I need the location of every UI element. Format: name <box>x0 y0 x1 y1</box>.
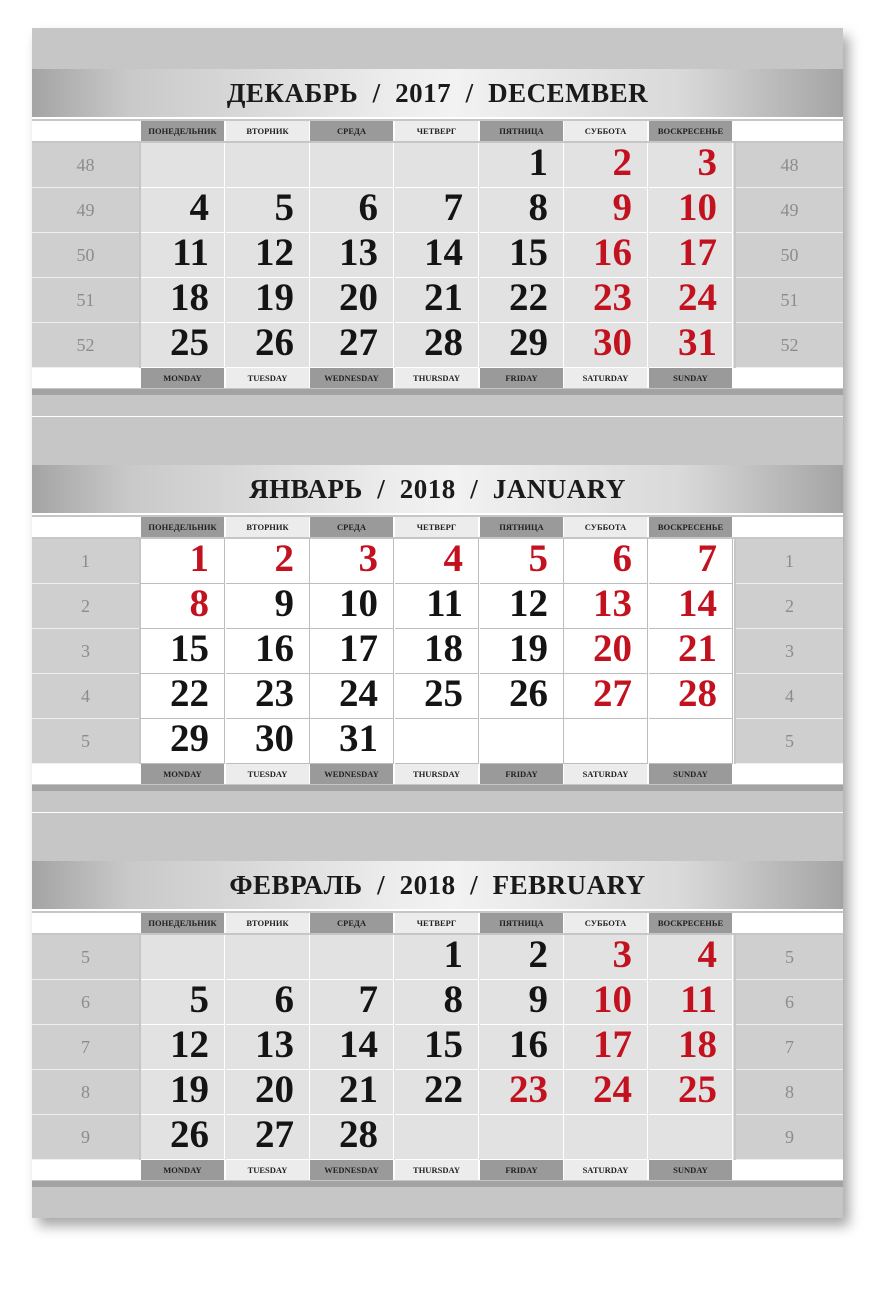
date-cell: 27 <box>564 674 648 719</box>
date-cell: 15 <box>141 629 225 674</box>
weekday-label-en: SATURDAY <box>564 764 647 784</box>
date-cell: 25 <box>395 674 479 719</box>
date-grid <box>32 539 843 764</box>
date-cell: 10 <box>649 188 733 233</box>
date-cell: 17 <box>564 1025 648 1070</box>
date-cell: 20 <box>564 629 648 674</box>
date-cell: 12 <box>480 584 564 629</box>
week-number-right: 6 <box>736 980 843 1025</box>
week-number-left: 4 <box>32 674 139 719</box>
date-cell: 31 <box>310 719 394 764</box>
month-divider-strip <box>32 389 843 395</box>
weekday-label-ru: СУББОТА <box>564 913 647 933</box>
month-divider-strip <box>32 785 843 791</box>
date-cell <box>564 719 648 764</box>
week-number-right: 50 <box>736 233 843 278</box>
date-cell: 5 <box>226 188 310 233</box>
weekday-footer-en <box>32 1160 843 1180</box>
week-number-right: 49 <box>736 188 843 233</box>
weekday-label-ru: ПОНЕДЕЛЬНИК <box>141 913 224 933</box>
weekday-label-ru: СРЕДА <box>310 913 393 933</box>
date-cell: 30 <box>564 323 648 368</box>
date-cell: 29 <box>480 323 564 368</box>
date-cell: 1 <box>480 143 564 188</box>
weekday-label-en: MONDAY <box>141 764 224 784</box>
date-cell: 24 <box>564 1070 648 1115</box>
weekday-label-ru: ПОНЕДЕЛЬНИК <box>141 517 224 537</box>
week-number-left: 1 <box>32 539 139 584</box>
date-cell: 22 <box>141 674 225 719</box>
week-number-right: 52 <box>736 323 843 368</box>
date-cell <box>649 1115 733 1160</box>
date-cell: 9 <box>564 188 648 233</box>
weekday-label-ru: ПЯТНИЦА <box>480 517 563 537</box>
weekday-label-en: THURSDAY <box>395 368 478 388</box>
date-cell: 8 <box>395 980 479 1025</box>
date-cell: 25 <box>649 1070 733 1115</box>
weekday-label-ru: ПЯТНИЦА <box>480 121 563 141</box>
date-cell: 16 <box>226 629 310 674</box>
week-number-right: 8 <box>736 1070 843 1115</box>
week-number-right: 51 <box>736 278 843 323</box>
weekday-label-en: FRIDAY <box>480 368 563 388</box>
separator-line <box>32 416 843 417</box>
date-cell: 21 <box>395 278 479 323</box>
date-cell: 20 <box>226 1070 310 1115</box>
date-cell: 24 <box>310 674 394 719</box>
weekday-label-ru: ВОСКРЕСЕНЬЕ <box>649 913 732 933</box>
date-cell: 4 <box>649 935 733 980</box>
date-cell: 13 <box>226 1025 310 1070</box>
date-cell: 10 <box>564 980 648 1025</box>
date-cell: 28 <box>310 1115 394 1160</box>
date-cell <box>226 143 310 188</box>
date-cell: 23 <box>480 1070 564 1115</box>
date-cell: 26 <box>480 674 564 719</box>
weekday-label-ru: ЧЕТВЕРГ <box>395 517 478 537</box>
date-cell: 18 <box>649 1025 733 1070</box>
weekday-label-en: TUESDAY <box>226 764 309 784</box>
weekday-label-en: MONDAY <box>141 368 224 388</box>
date-cell: 20 <box>310 278 394 323</box>
date-grid <box>32 143 843 368</box>
date-cell: 2 <box>480 935 564 980</box>
weekday-label-en: WEDNESDAY <box>310 764 393 784</box>
week-number-right: 3 <box>736 629 843 674</box>
week-number-left: 3 <box>32 629 139 674</box>
date-cell <box>141 143 225 188</box>
week-number-left: 48 <box>32 143 139 188</box>
month-block <box>32 69 843 405</box>
date-cell: 9 <box>480 980 564 1025</box>
weekday-label-ru: ПОНЕДЕЛЬНИК <box>141 121 224 141</box>
week-number-right: 2 <box>736 584 843 629</box>
week-number-right: 5 <box>736 719 843 764</box>
weekday-label-en: SUNDAY <box>649 368 732 388</box>
date-cell: 6 <box>310 188 394 233</box>
week-number-right: 48 <box>736 143 843 188</box>
weekday-label-ru: СУББОТА <box>564 517 647 537</box>
date-cell: 16 <box>480 1025 564 1070</box>
date-cell <box>480 1115 564 1160</box>
weekday-label-en: WEDNESDAY <box>310 1160 393 1180</box>
month-title-bar <box>32 69 843 119</box>
date-cell: 4 <box>141 188 225 233</box>
weekday-label-ru: ВОСКРЕСЕНЬЕ <box>649 517 732 537</box>
week-number-left: 5 <box>32 935 139 980</box>
weekday-footer-en <box>32 764 843 784</box>
date-cell: 14 <box>395 233 479 278</box>
date-cell <box>310 143 394 188</box>
date-cell <box>480 719 564 764</box>
date-cell: 19 <box>226 278 310 323</box>
week-number-left: 50 <box>32 233 139 278</box>
date-grid <box>32 935 843 1160</box>
date-cell: 8 <box>480 188 564 233</box>
month-divider-strip <box>32 1181 843 1187</box>
date-cell: 31 <box>649 323 733 368</box>
week-number-right: 4 <box>736 674 843 719</box>
week-number-left: 52 <box>32 323 139 368</box>
date-cell: 17 <box>310 629 394 674</box>
weekday-label-en: THURSDAY <box>395 1160 478 1180</box>
weekday-header-ru <box>32 913 843 933</box>
weekday-label-en: WEDNESDAY <box>310 368 393 388</box>
week-number-left: 8 <box>32 1070 139 1115</box>
date-cell: 18 <box>141 278 225 323</box>
week-number-left: 7 <box>32 1025 139 1070</box>
date-cell: 4 <box>395 539 479 584</box>
date-cell: 19 <box>141 1070 225 1115</box>
weekday-label-ru: СУББОТА <box>564 121 647 141</box>
date-cell: 23 <box>564 278 648 323</box>
date-cell: 5 <box>141 980 225 1025</box>
date-cell: 25 <box>141 323 225 368</box>
month-block <box>32 465 843 801</box>
date-cell: 5 <box>480 539 564 584</box>
date-cell: 26 <box>226 323 310 368</box>
date-cell: 15 <box>395 1025 479 1070</box>
week-number-left: 51 <box>32 278 139 323</box>
weekday-label-ru: ВТОРНИК <box>226 121 309 141</box>
date-cell: 9 <box>226 584 310 629</box>
month-title: ФЕВРАЛЬ / 2018 / FEBRUARY <box>229 869 646 900</box>
date-cell: 13 <box>564 584 648 629</box>
date-cell: 22 <box>480 278 564 323</box>
weekday-label-ru: ПЯТНИЦА <box>480 913 563 933</box>
date-cell: 8 <box>141 584 225 629</box>
date-cell: 29 <box>141 719 225 764</box>
date-cell: 15 <box>480 233 564 278</box>
month-title-bar <box>32 861 843 911</box>
date-cell: 1 <box>141 539 225 584</box>
date-cell: 13 <box>310 233 394 278</box>
weekday-label-en: FRIDAY <box>480 764 563 784</box>
date-cell: 19 <box>480 629 564 674</box>
weekday-header-ru <box>32 121 843 141</box>
date-cell: 14 <box>310 1025 394 1070</box>
weekday-label-ru: СРЕДА <box>310 121 393 141</box>
date-cell: 27 <box>310 323 394 368</box>
weekday-label-ru: ЧЕТВЕРГ <box>395 913 478 933</box>
week-number-left: 5 <box>32 719 139 764</box>
weekday-label-en: MONDAY <box>141 1160 224 1180</box>
date-cell <box>395 1115 479 1160</box>
date-cell: 21 <box>310 1070 394 1115</box>
date-cell: 11 <box>141 233 225 278</box>
month-block <box>32 861 843 1197</box>
weekday-label-ru: ВОСКРЕСЕНЬЕ <box>649 121 732 141</box>
weekday-label-en: SUNDAY <box>649 764 732 784</box>
date-cell: 12 <box>226 233 310 278</box>
date-cell: 27 <box>226 1115 310 1160</box>
date-cell: 1 <box>395 935 479 980</box>
weekday-label-ru: ВТОРНИК <box>226 913 309 933</box>
calendar-sheet <box>32 28 843 1218</box>
weekday-label-en: SATURDAY <box>564 1160 647 1180</box>
weekday-label-en: SUNDAY <box>649 1160 732 1180</box>
weekday-label-en: TUESDAY <box>226 1160 309 1180</box>
date-cell: 17 <box>649 233 733 278</box>
date-cell <box>226 935 310 980</box>
date-cell: 6 <box>226 980 310 1025</box>
date-cell: 7 <box>649 539 733 584</box>
date-cell: 2 <box>226 539 310 584</box>
weekday-label-ru: ЧЕТВЕРГ <box>395 121 478 141</box>
date-cell: 7 <box>310 980 394 1025</box>
date-cell: 18 <box>395 629 479 674</box>
date-cell: 3 <box>649 143 733 188</box>
date-cell: 16 <box>564 233 648 278</box>
weekday-label-ru: ВТОРНИК <box>226 517 309 537</box>
date-cell: 28 <box>395 323 479 368</box>
month-title: ЯНВАРЬ / 2018 / JANUARY <box>249 473 626 504</box>
week-number-left: 9 <box>32 1115 139 1160</box>
date-cell <box>310 935 394 980</box>
month-title: ДЕКАБРЬ / 2017 / DECEMBER <box>226 77 649 108</box>
date-cell: 10 <box>310 584 394 629</box>
date-cell: 26 <box>141 1115 225 1160</box>
date-cell: 22 <box>395 1070 479 1115</box>
date-cell: 3 <box>564 935 648 980</box>
week-number-right: 7 <box>736 1025 843 1070</box>
week-number-right: 1 <box>736 539 843 584</box>
date-cell: 24 <box>649 278 733 323</box>
date-cell: 12 <box>141 1025 225 1070</box>
separator-line <box>32 812 843 813</box>
weekday-label-en: FRIDAY <box>480 1160 563 1180</box>
week-number-right: 5 <box>736 935 843 980</box>
weekday-label-en: SATURDAY <box>564 368 647 388</box>
date-cell: 2 <box>564 143 648 188</box>
month-title-bar <box>32 465 843 515</box>
date-cell: 30 <box>226 719 310 764</box>
weekday-label-ru: СРЕДА <box>310 517 393 537</box>
weekday-header-ru <box>32 517 843 537</box>
weekday-label-en: THURSDAY <box>395 764 478 784</box>
date-cell: 6 <box>564 539 648 584</box>
date-cell: 23 <box>226 674 310 719</box>
week-number-left: 49 <box>32 188 139 233</box>
date-cell: 28 <box>649 674 733 719</box>
week-number-right: 9 <box>736 1115 843 1160</box>
date-cell <box>141 935 225 980</box>
date-cell: 3 <box>310 539 394 584</box>
weekday-label-en: TUESDAY <box>226 368 309 388</box>
week-number-left: 6 <box>32 980 139 1025</box>
date-cell: 14 <box>649 584 733 629</box>
week-number-left: 2 <box>32 584 139 629</box>
weekday-footer-en <box>32 368 843 388</box>
date-cell: 7 <box>395 188 479 233</box>
date-cell <box>564 1115 648 1160</box>
date-cell <box>395 143 479 188</box>
date-cell: 11 <box>649 980 733 1025</box>
date-cell <box>395 719 479 764</box>
date-cell: 11 <box>395 584 479 629</box>
date-cell: 21 <box>649 629 733 674</box>
date-cell <box>649 719 733 764</box>
